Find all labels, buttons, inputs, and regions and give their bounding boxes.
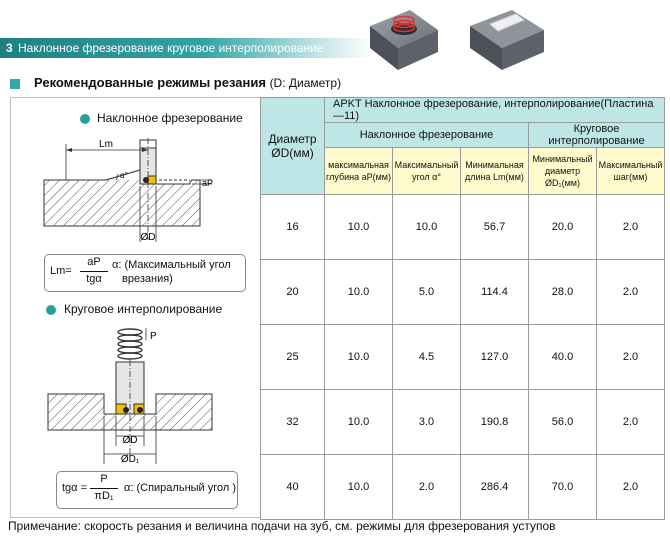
table-row [261, 455, 665, 520]
block-helix-image [362, 4, 442, 76]
p-label: P [150, 331, 157, 342]
cell-ap: 10.0 [325, 455, 393, 520]
table-row [261, 195, 665, 260]
ramping-bullet [80, 114, 90, 124]
cutting-conditions-table [260, 97, 665, 520]
ap-label: aP [202, 178, 214, 188]
col-min-length: Минимальная длина Lm(мм) [461, 148, 529, 195]
cell-diameter: 20 [261, 260, 325, 325]
ramping-formula-note1: α: (Максимальный угол [112, 259, 231, 271]
cell-pitch: 2.0 [597, 260, 665, 325]
circular-formula-den: πD₁ [94, 490, 114, 502]
table-row [261, 390, 665, 455]
ramping-caption: Наклонное фрезерование [97, 111, 243, 125]
cell-lm: 127.0 [461, 325, 529, 390]
cell-ap: 10.0 [325, 390, 393, 455]
col-max-pitch: Максимальный шаг(мм) [597, 148, 665, 195]
cell-angle: 5.0 [393, 260, 461, 325]
diameter-header: Диаметр ØD(мм) [261, 98, 325, 195]
cell-d1: 40.0 [529, 325, 597, 390]
table-row [261, 325, 665, 390]
cell-lm: 56.7 [461, 195, 529, 260]
alpha-label: α° [120, 171, 128, 180]
cell-lm: 114.4 [461, 260, 529, 325]
cell-angle: 4.5 [393, 325, 461, 390]
cell-angle: 2.0 [393, 455, 461, 520]
circular-formula-lhs: tgα = [62, 482, 88, 494]
col-min-diameter: Минимальный диаметр ØD₁(мм) [529, 148, 597, 195]
cell-lm: 286.4 [461, 455, 529, 520]
product-header: APKT Наклонное фрезерование, интерполирование(Пластина—11) [325, 98, 665, 123]
cell-angle: 3.0 [393, 390, 461, 455]
section-title: Наклонное фрезерование круговое интерполирование [18, 41, 324, 55]
section-number: 3 [6, 41, 13, 55]
cell-d1: 20.0 [529, 195, 597, 260]
cell-d1: 28.0 [529, 260, 597, 325]
ramping-formula-lhs: Lm= [50, 265, 72, 277]
ramping-formula-note2: врезания) [122, 273, 173, 285]
cell-diameter: 32 [261, 390, 325, 455]
subsection-title [34, 75, 341, 90]
cell-d1: 70.0 [529, 455, 597, 520]
ramping-header: Наклонное фрезерование [325, 123, 529, 148]
cell-diameter: 25 [261, 325, 325, 390]
table-row [261, 260, 665, 325]
circular-bullet [46, 305, 56, 315]
section-marker [10, 79, 20, 89]
cell-ap: 10.0 [325, 260, 393, 325]
block-slot-image [460, 4, 550, 76]
circular-diagram [40, 322, 230, 468]
subsection-title-text: Рекомендованные режимы резания [34, 75, 266, 90]
col-max-angle: Максимальный угол α° [393, 148, 461, 195]
cell-diameter: 40 [261, 455, 325, 520]
circular-caption: Круговое интерполирование [64, 302, 223, 316]
footnote: Примечание: скорость резания и величина подачи на зуб, см. режимы для фрезерования уступов [8, 519, 556, 533]
cell-pitch: 2.0 [597, 325, 665, 390]
cell-angle: 10.0 [393, 195, 461, 260]
cell-ap: 10.0 [325, 325, 393, 390]
circular-formula-num: P [100, 473, 108, 485]
ramping-formula-den: tgα [86, 273, 102, 285]
circ-d-label: ØD [122, 435, 138, 446]
ramping-fraction-bar [80, 271, 108, 272]
cell-lm: 190.8 [461, 390, 529, 455]
circular-formula-note: α: (Спиральный угол ) [124, 482, 237, 494]
circular-fraction-bar [90, 488, 118, 489]
circular-header: Круговое интерполирование [529, 123, 665, 148]
col-max-depth: максимальная глубина aP(мм) [325, 148, 393, 195]
subsection-subtitle: (D: Диаметр) [269, 76, 342, 90]
cell-pitch: 2.0 [597, 195, 665, 260]
cell-d1: 56.0 [529, 390, 597, 455]
ramping-formula-num: aP [87, 256, 101, 268]
cell-diameter: 16 [261, 195, 325, 260]
lm-label: Lm [99, 139, 113, 150]
d-label: ØD [140, 232, 156, 243]
cell-pitch: 2.0 [597, 455, 665, 520]
cell-pitch: 2.0 [597, 390, 665, 455]
cell-ap: 10.0 [325, 195, 393, 260]
circ-d1-label: ØD₁ [120, 454, 140, 465]
ramping-diagram [40, 130, 230, 252]
